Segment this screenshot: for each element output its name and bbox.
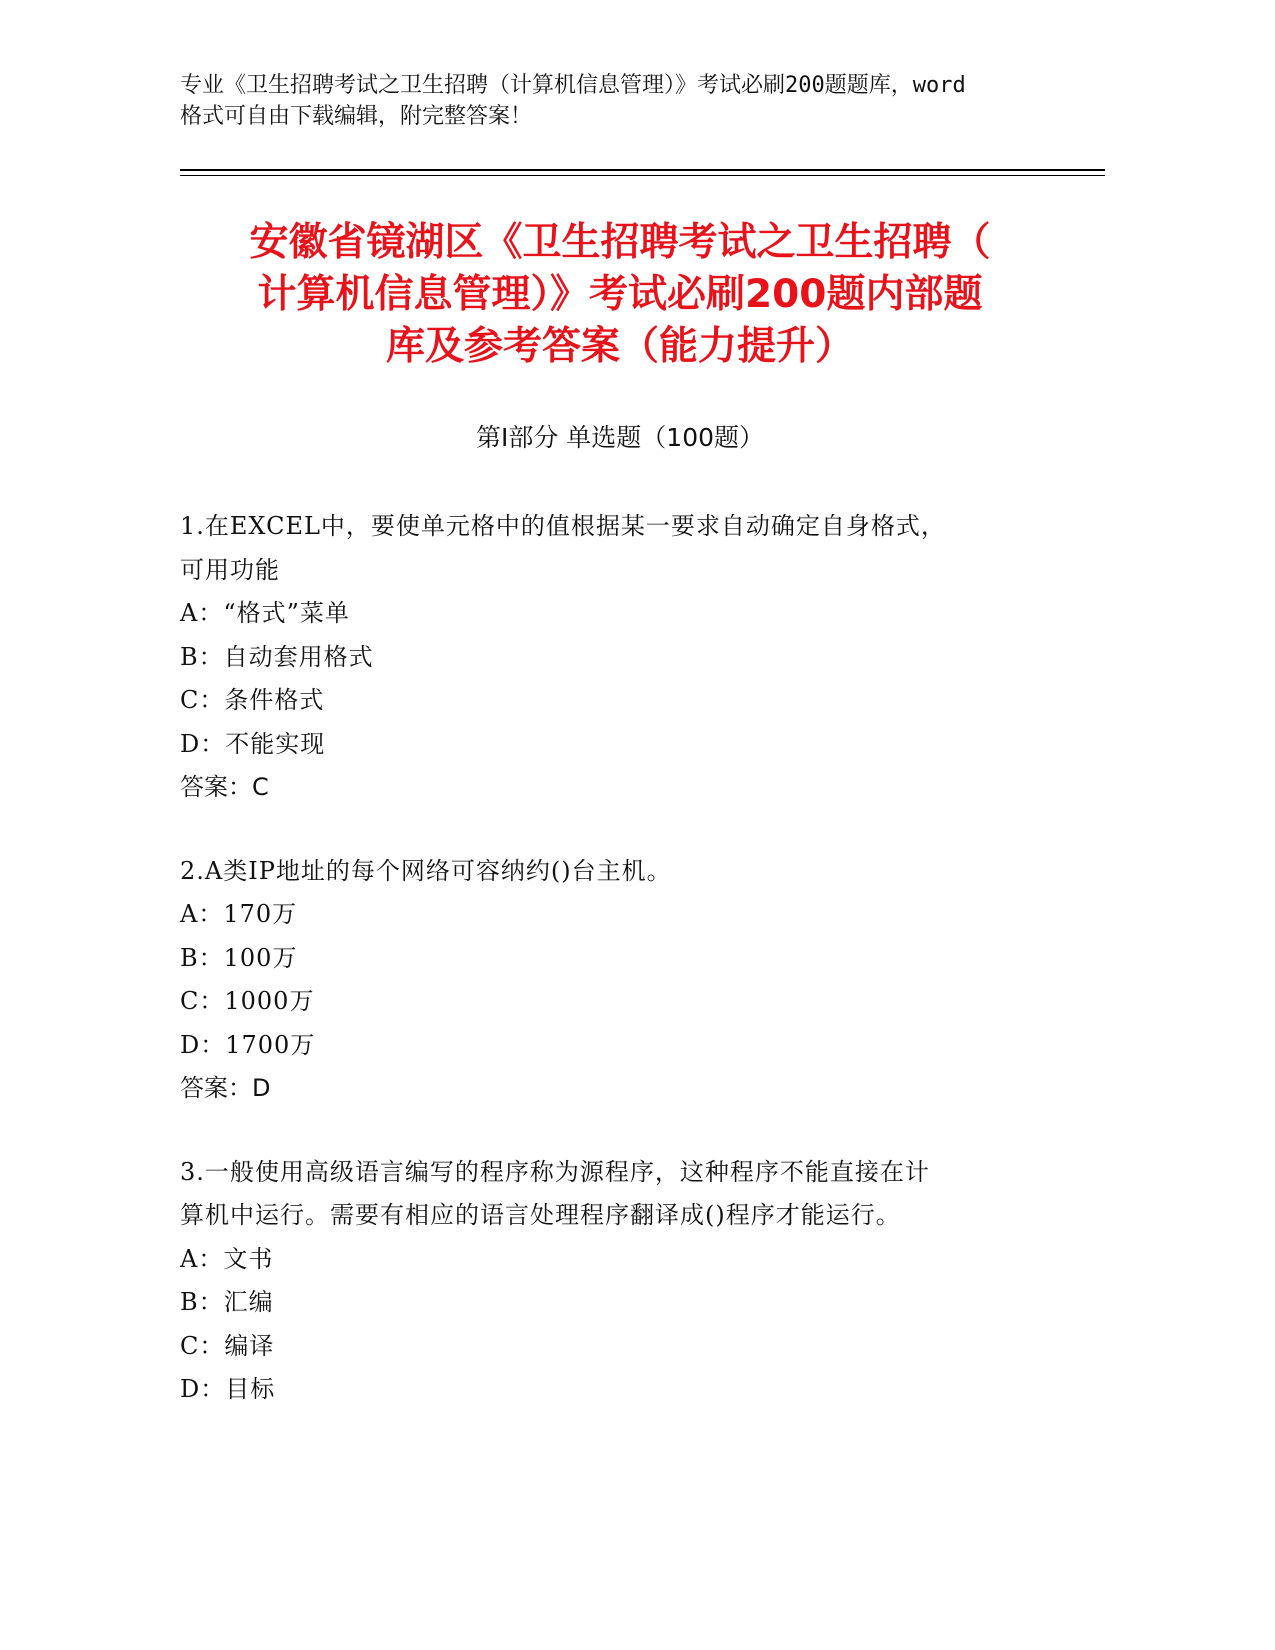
option-b: B：汇编: [180, 1288, 274, 1316]
question-text: 算机中运行。需要有相应的语言处理程序翻译成()程序才能运行。: [180, 1201, 901, 1229]
document-title: [180, 217, 1060, 373]
option-b: B：100万: [180, 943, 298, 972]
option-c: C：1000万: [180, 987, 315, 1015]
answer: 答案：D: [180, 1074, 271, 1102]
header-divider-thin: [180, 175, 1105, 176]
question-text: 可用功能: [180, 555, 280, 584]
option-c: C：编译: [180, 1331, 275, 1360]
question-1: [180, 505, 1060, 810]
header-note-line: 格式可自由下载编辑，附完整答案！: [180, 104, 533, 129]
question-text: 3.一般使用高级语言编写的程序称为源程序，这种程序不能直接在计: [180, 1157, 930, 1186]
option-a: A：文书: [180, 1244, 274, 1273]
header-divider-thick: [180, 169, 1105, 171]
question-list: [180, 505, 1060, 1452]
section-title: 第Ⅰ部分 单选题（100题）: [475, 423, 765, 452]
option-d: D：不能实现: [180, 729, 326, 758]
question-2: [180, 850, 1060, 1111]
answer: 答案：C: [180, 773, 269, 801]
header-note-line: 专业《卫生招聘考试之卫生招聘（计算机信息管理）》考试必刷200题题库，word: [180, 73, 966, 98]
header-note: [180, 70, 1060, 132]
option-a: A：170万: [180, 900, 298, 928]
option-d: D：目标: [180, 1375, 276, 1403]
document-title-line: 库及参考答案（能力提升）: [385, 324, 854, 369]
question-3: [180, 1151, 1060, 1412]
option-d: D：1700万: [180, 1030, 316, 1059]
question-text: 2.A类IP地址的每个网络可容纳约()台主机。: [180, 856, 672, 885]
question-text: 1.在EXCEL中，要使单元格中的值根据某一要求自动确定自身格式，: [180, 512, 946, 540]
document-title-line: 计算机信息管理）》考试必刷200题内部题: [257, 272, 983, 317]
option-a: A：“格式”菜单: [180, 599, 350, 627]
option-b: B：自动套用格式: [180, 642, 374, 671]
option-c: C：条件格式: [180, 686, 325, 714]
document-title-line: 安徽省镜湖区《卫生招聘考试之卫生招聘（: [249, 220, 991, 265]
